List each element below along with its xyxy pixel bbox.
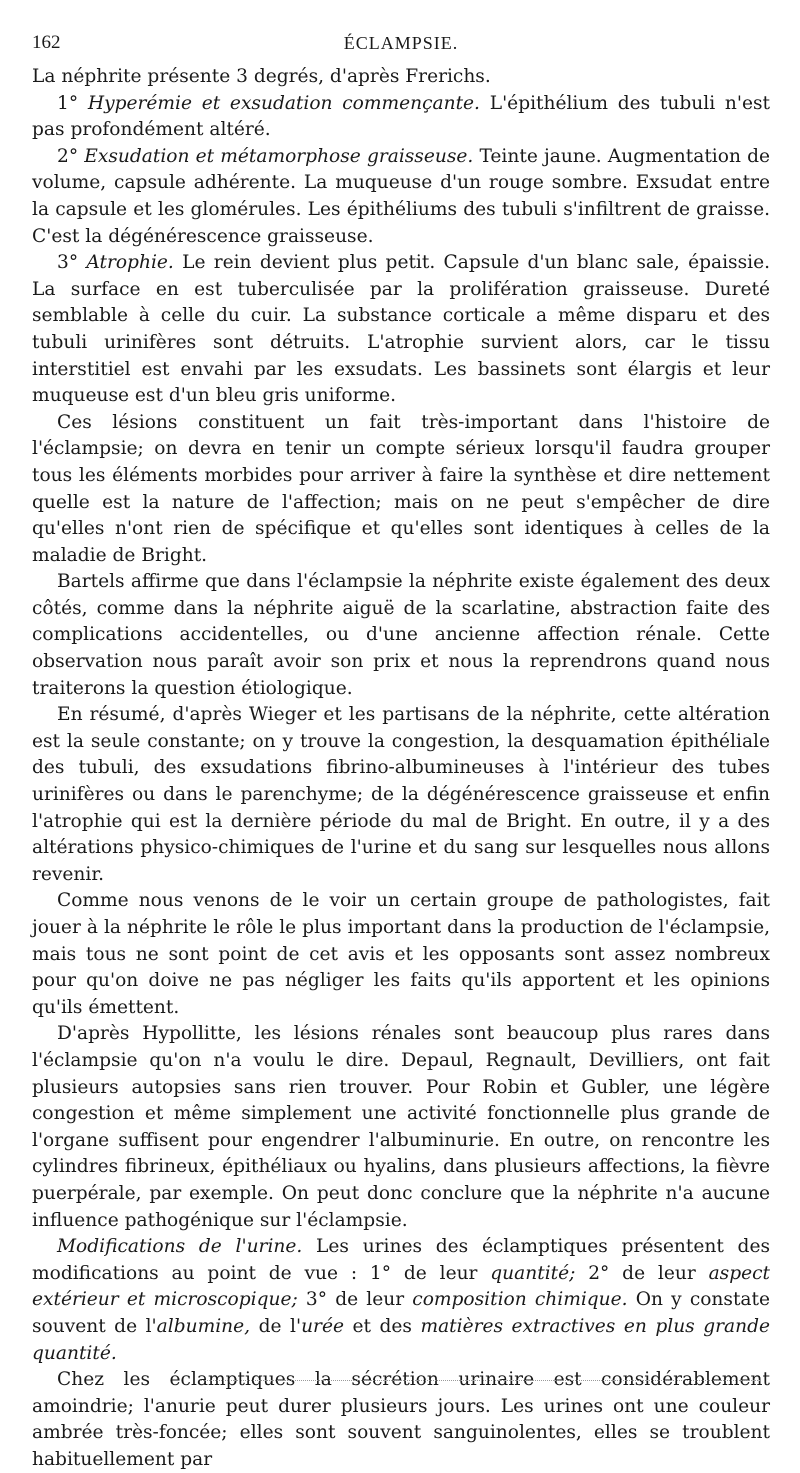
running-title: ÉCLAMPSIE. <box>343 33 459 53</box>
text-run: 1° <box>57 92 88 114</box>
italic-text: urée <box>301 1315 344 1337</box>
paragraph <box>32 1021 770 1234</box>
text-run: Les urines des éclamptiques présentent des modifications au point de vue : 1° de leur <box>32 1236 770 1284</box>
italic-text: Atrophie. <box>86 252 174 274</box>
text-run: On y constate souvent de l' <box>32 1289 770 1337</box>
text-run: 2° de leur <box>575 1262 709 1284</box>
italic-text: Exsudation et métamorphose graisseuse. <box>84 145 474 167</box>
italic-text: aspect extérieur et microscopique; <box>32 1262 770 1311</box>
text-run: Le rein devient plus petit. Capsule d'un blanc sale, épaissie. La surface en est tuberculisée par la prolifération graisseuse. Dureté semblable à celle du cuir. La substance corticale a même disparu et des tubuli urinifères sont détruits. L'atrophie survient alors, car le tissu interstitiel est envahi par les exsudats. Les bassinets sont élargis et leur muqueuse est d'un bleu gris uniforme. <box>32 252 770 407</box>
paragraph <box>32 144 770 250</box>
paragraph <box>32 91 770 144</box>
text-run: En résumé, d'après Wieger et les partisans de la néphrite, cette altération est la seule constante; on y trouve la congestion, la desquamation épithéliale des tubuli, des exsudations fibrino-albumineuses à l'intérieur des tubes urinifères ou dans le parenchyme; de la dégénérescence graisseuse et enfin l'atrophie qui est la dernière période du mal de Bright. En outre, il y a des altérations physico-chimiques de l'urine et du sang sur lesquelles nous allons revenir. <box>32 704 770 885</box>
document-page <box>32 30 771 1470</box>
paragraph <box>32 1234 770 1367</box>
paragraph <box>32 702 770 888</box>
italic-text: Modifications de l'urine. <box>57 1236 303 1258</box>
text-run: La néphrite présente 3 degrés, d'après Frerichs. <box>32 66 491 87</box>
body-text <box>32 64 770 1473</box>
text-run: 3° de leur <box>297 1289 413 1311</box>
text-run: 3° <box>57 252 87 274</box>
text-run: Chez les éclamptiques la sécrétion urinaire est considérablement amoindrie; l'anurie peut durer plusieurs jours. Les urines ont une couleur ambrée très-foncée; elles sont souvent sanguinolentes, elles se troublent habituellement par <box>32 1369 770 1470</box>
paragraph <box>32 888 770 1021</box>
text-run: Teinte jaune. Augmentation de volume, capsule adhérente. La muqueuse d'un rouge sombre. Exsudat entre la capsule et les glomérules. Les épithéliums des tubuli s'infiltrent de graisse. C'est la dégénérescence graisseuse. <box>32 145 770 247</box>
text-run: Comme nous venons de le voir un certain groupe de pathologistes, fait jouer à la néphrite le rôle le plus important dans la production de l'éclampsie, mais tous ne sont point de cet avis et les opposants sont assez nombreux pour qu'on doive ne pas négliger les faits qu'ils apportent et les opinions qu'ils émettent. <box>32 890 770 1018</box>
footer-rule <box>200 1380 760 1385</box>
paragraph <box>32 250 770 410</box>
italic-text: matières extractives en plus grande quantité. <box>32 1315 771 1364</box>
italic-text: composition chimique. <box>412 1289 628 1311</box>
text-run: 2° <box>57 145 85 167</box>
paragraph <box>32 64 770 91</box>
text-run: et des <box>343 1315 421 1337</box>
text-run: L'épithélium des tubuli n'est pas profondément altéré. <box>32 92 770 141</box>
text-run: Ces lésions constituent un fait très-important dans l'histoire de l'éclampsie; on devra en tenir un compte sérieux lorsqu'il faudra grouper tous les éléments morbides pour arriver à faire la synthèse et dire nettement quelle est la nature de l'affection; mais on ne peut s'empêcher de dire qu'elles n'ont rien de spécifique et qu'elles sont identiques à celles de la maladie de Bright. <box>32 411 770 566</box>
paragraph <box>32 569 770 702</box>
running-head <box>32 30 770 60</box>
italic-text: Hyperémie et exsudation commençante. <box>87 92 480 114</box>
page-number: 162 <box>32 32 61 53</box>
italic-text: albumine, <box>156 1315 251 1337</box>
text-run: D'après Hypollitte, les lésions rénales sont beaucoup plus rares dans l'éclampsie qu'on n'a voulu le dire. Depaul, Regnault, Devilliers, ont fait plusieurs autopsies sans rien trouver. Pour Robin et Gubler, une légère congestion et même simplement une activité fonctionnelle plus grande de l'organe suffisent pour engendrer l'albuminurie. En outre, on rencontre les cylindres fibrineux, épithéliaux ou hyalins, dans plusieurs affections, la fièvre puerpérale, par exemple. On peut donc conclure que la néphrite n'a aucune influence pathogénique sur l'éclampsie. <box>32 1023 770 1231</box>
text-run: de l' <box>250 1315 302 1337</box>
italic-text: quantité; <box>490 1262 576 1284</box>
paragraph <box>32 410 770 570</box>
text-run: Bartels affirme que dans l'éclampsie la néphrite existe également des deux côtés, comme dans la néphrite aiguë de la scarlatine, abstraction faite des complications accidentelles, ou d'une ancienne affection rénale. Cette observation nous paraît avoir son prix et nous la reprendrons quand nous traiterons la question étiologique. <box>32 571 770 699</box>
